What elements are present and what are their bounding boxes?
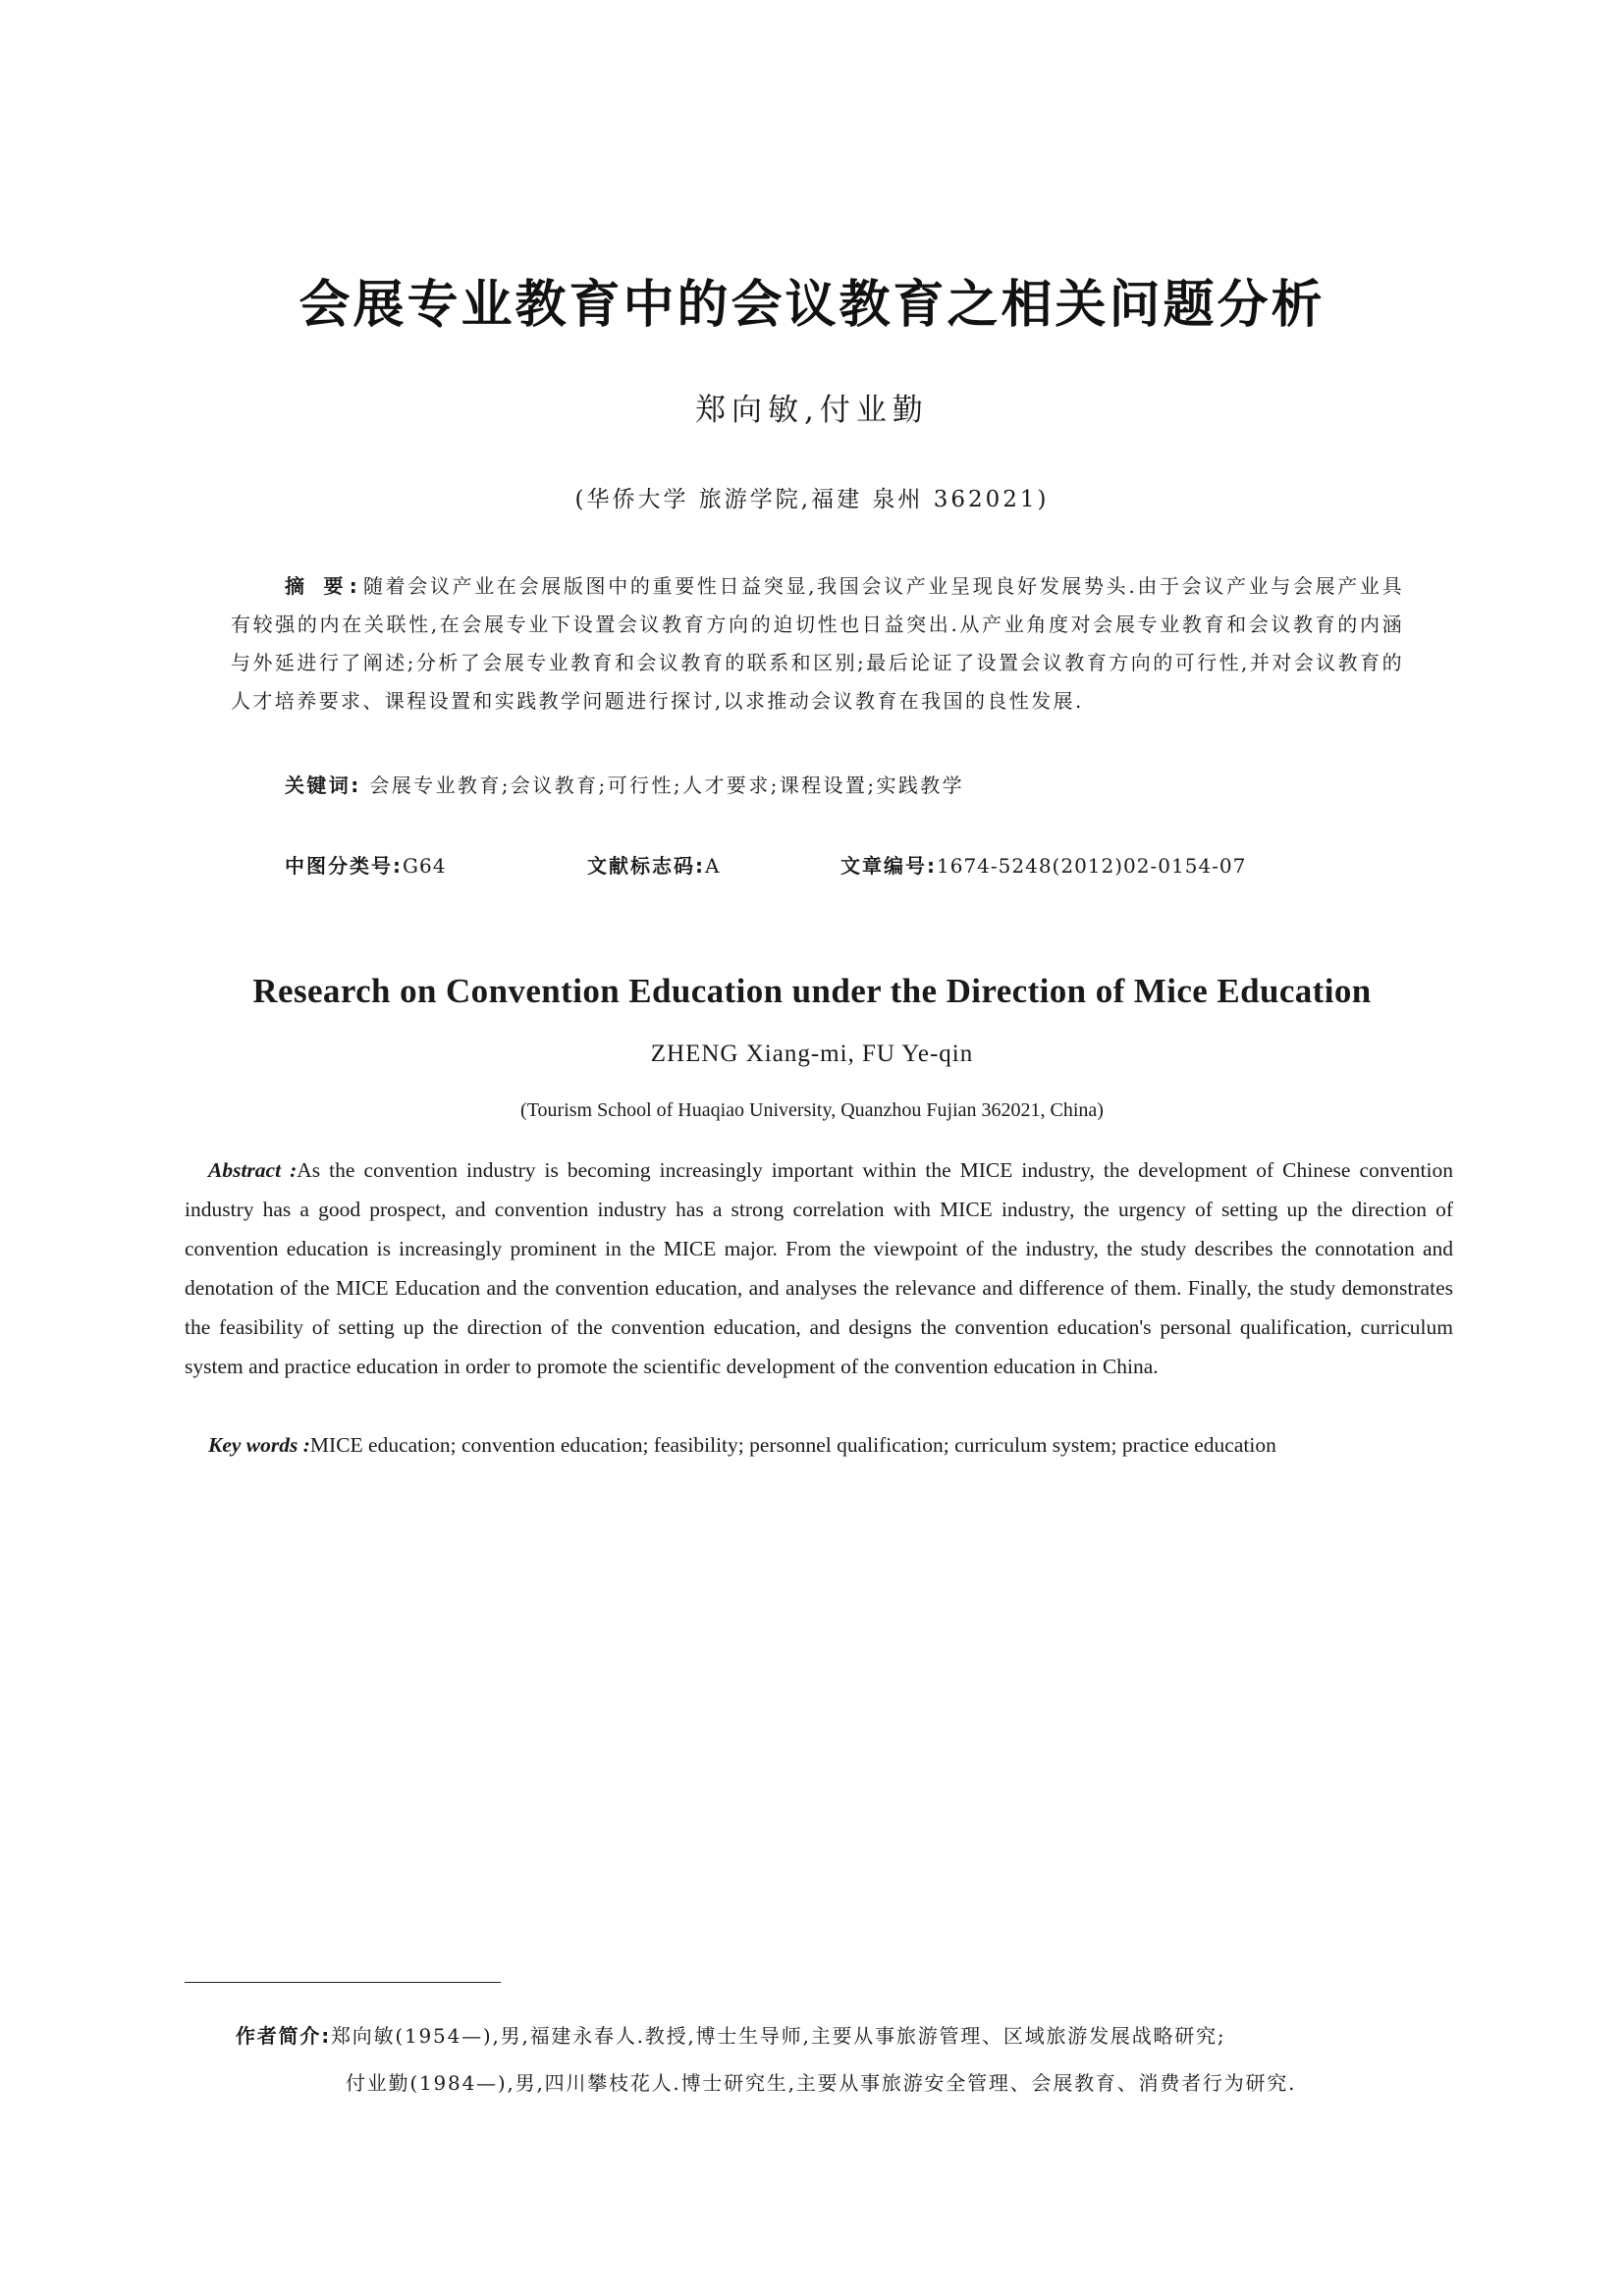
english-authors: ZHENG Xiang-mi, FU Ye-qin	[650, 1041, 974, 1067]
footnote-line-1	[236, 2012, 1453, 2059]
clc-item	[285, 850, 446, 879]
chinese-title: 会展专业教育中的会议教育之相关问题分析	[298, 276, 1326, 335]
chinese-abstract	[231, 567, 1404, 721]
chinese-keywords	[285, 770, 1404, 798]
chinese-authors: 郑向敏,付业勤	[695, 393, 929, 428]
footnote-line-1-text: 郑向敏(1954—),男,福建永春人.教授,博士生导师,主要从事旅游管理、区域旅游发展战略研究;	[331, 2024, 1226, 2048]
article-no-value: 1674-5248(2012)02-0154-07	[937, 854, 1247, 878]
chinese-abstract-text: 随着会议产业在会展版图中的重要性日益突显,我国会议产业呈现良好发展势头.由于会议产业与会展产业具有较强的内在关联性,在会展专业下设置会议教育方向的迫切性也日益突出.从产业角度对会展专业教育和会议教育的内涵与外延进行了阐述;分析了会展专业教育和会议教育的联系和区别;最后论证了设置会议教育方向的可行性,并对会议教育的人才培养要求、课程设置和实践教学问题进行探讨,以求推动会议教育在我国的良性发展.	[231, 574, 1404, 713]
clc-label: 中图分类号:	[285, 854, 403, 878]
english-abstract-label: Abstract :	[208, 1158, 298, 1182]
english-keywords-label: Key words :	[208, 1433, 310, 1457]
doc-code-item	[587, 850, 720, 879]
chinese-abstract-label: 摘 要:	[285, 574, 363, 598]
english-abstract-text: As the convention industry is becoming increasingly important within the MICE industry, the development of Chinese convention industry has a good prospect, and convention industry has a strong correlation with MICE industry, the urgency of setting up the direction of convention education is increasingly prominent in the MICE major. From the viewpoint of the industry, the study describes the connotation and denotation of the MICE Education and the convention education, and analyses the relevance and difference of them. Finally, the study demonstrates the feasibility of setting up the direction of the convention education, and designs the convention education's personal qualification, curriculum system and practice education in order to promote the scientific development of the convention education in China.	[185, 1158, 1453, 1378]
chinese-keywords-text: 会展专业教育;会议教育;可行性;人才要求;课程设置;实践教学	[369, 774, 965, 797]
doc-code-value: A	[705, 854, 721, 878]
article-no-item	[840, 850, 1246, 879]
english-keywords	[185, 1425, 1453, 1465]
english-keywords-text: MICE education; convention education; feasibility; personnel qualification; curriculum system; practice education	[309, 1433, 1276, 1457]
clc-value: G64	[403, 854, 447, 878]
english-abstract	[185, 1150, 1453, 1386]
footnote-divider	[185, 1982, 501, 1983]
doc-code-label: 文献标志码:	[587, 854, 705, 878]
footnote-line-2: 付业勤(1984—),男,四川攀枝花人.博士研究生,主要从事旅游安全管理、会展教育、消费者行为研究.	[346, 2071, 1297, 2095]
author-footnote	[236, 2012, 1453, 2107]
chinese-affiliation: (华侨大学 旅游学院,福建 泉州 362021)	[574, 487, 1050, 512]
article-no-label: 文章编号:	[840, 854, 937, 878]
english-title: Research on Convention Education under the Direction of Mice Education	[252, 972, 1372, 1010]
english-affiliation: (Tourism School of Huaqiao University, Quanzhou Fujian 362021, China)	[520, 1099, 1104, 1121]
chinese-keywords-label: 关键词:	[285, 774, 361, 797]
footnote-label: 作者简介:	[236, 2024, 331, 2048]
